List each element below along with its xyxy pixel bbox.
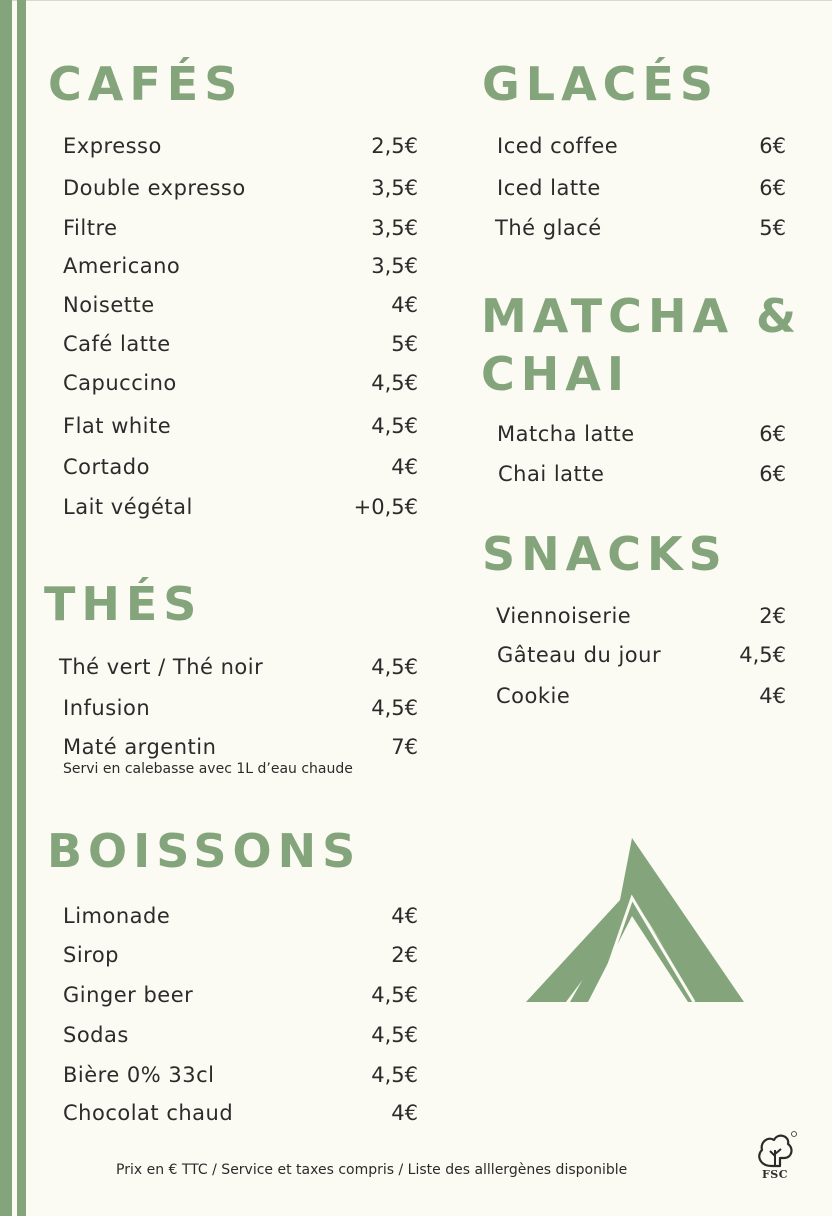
menu-item xyxy=(63,492,418,522)
menu-item-name: Thé vert / Thé noir xyxy=(59,655,264,679)
menu-item xyxy=(495,213,786,243)
menu-item-price: 4€ xyxy=(391,455,418,479)
left-stripe-outer xyxy=(0,0,12,1216)
menu-item xyxy=(63,1098,418,1128)
menu-item-name: Cortado xyxy=(63,455,150,479)
menu-item-price: 4€ xyxy=(391,1101,418,1125)
menu-item xyxy=(63,980,418,1010)
menu-item xyxy=(498,459,786,489)
menu-item-name: Maté argentin xyxy=(63,735,217,759)
menu-item xyxy=(63,693,418,723)
menu-item xyxy=(496,681,786,711)
tent-logo-icon xyxy=(526,838,744,1004)
menu-item-name: Expresso xyxy=(63,134,162,158)
menu-item xyxy=(497,173,786,203)
menu-item-price: 3,5€ xyxy=(371,254,418,278)
menu-item-price: 6€ xyxy=(759,176,786,200)
menu-item-price: 4€ xyxy=(391,904,418,928)
menu-item-price: 3,5€ xyxy=(371,216,418,240)
menu-item-price: 3,5€ xyxy=(371,176,418,200)
menu-item-price: 6€ xyxy=(759,422,786,446)
menu-item xyxy=(497,640,786,670)
menu-item-name: Infusion xyxy=(63,696,151,720)
menu-item-price: 5€ xyxy=(759,216,786,240)
menu-item xyxy=(59,652,418,682)
menu-item xyxy=(63,213,418,243)
menu-item-price: 4,5€ xyxy=(371,414,418,438)
menu-item-name: Viennoiserie xyxy=(496,604,632,628)
menu-item-name: Flat white xyxy=(63,414,172,438)
menu-item-name: Bière 0% 33cl xyxy=(63,1063,215,1087)
menu-item xyxy=(63,1060,418,1090)
section-title-boissons: BOISSONS xyxy=(47,824,362,878)
section-title-matcha xyxy=(481,288,802,403)
menu-item-price: 4,5€ xyxy=(371,655,418,679)
menu-item-name: Lait végétal xyxy=(63,495,193,519)
menu-item xyxy=(497,131,786,161)
section-title-snacks: SNACKS xyxy=(482,527,728,581)
menu-item xyxy=(63,732,418,762)
menu-item-name: Chocolat chaud xyxy=(63,1101,234,1125)
menu-item-price: 6€ xyxy=(759,462,786,486)
menu-item xyxy=(63,329,418,359)
menu-item xyxy=(63,290,418,320)
menu-item xyxy=(63,901,418,931)
menu-item-price: 4,5€ xyxy=(371,1063,418,1087)
menu-item-name: Iced coffee xyxy=(497,134,619,158)
menu-item-price: 5€ xyxy=(391,332,418,356)
menu-item-name: Sodas xyxy=(63,1023,129,1047)
menu-item xyxy=(63,173,418,203)
top-border xyxy=(0,0,832,1)
menu-item-name: Noisette xyxy=(63,293,155,317)
menu-item-name: Chai latte xyxy=(498,462,605,486)
menu-item-name: Matcha latte xyxy=(497,422,635,446)
menu-item-name: Sirop xyxy=(63,943,120,967)
section-title-cafes: CAFÉS xyxy=(48,57,244,111)
menu-item-name: Cookie xyxy=(496,684,571,708)
section-title-line: CHAI xyxy=(481,346,630,401)
menu-item-price: 2€ xyxy=(391,943,418,967)
menu-item xyxy=(496,601,786,631)
item-note: Servi en calebasse avec 1L d’eau chaude xyxy=(63,761,353,777)
menu-item-price: 2,5€ xyxy=(371,134,418,158)
menu-item-price: 4€ xyxy=(391,293,418,317)
left-stripe-inner xyxy=(17,0,26,1216)
menu-item xyxy=(63,1020,418,1050)
menu-item-name: Filtre xyxy=(63,216,118,240)
menu-item-name: Limonade xyxy=(63,904,171,928)
menu-item-name: Iced latte xyxy=(497,176,601,200)
menu-item-price: 2€ xyxy=(759,604,786,628)
menu-item xyxy=(63,940,418,970)
menu-item-name: Americano xyxy=(63,254,181,278)
section-title-glaces: GLACÉS xyxy=(482,57,719,111)
menu-item xyxy=(497,419,786,449)
menu-item xyxy=(63,368,418,398)
menu-item xyxy=(63,131,418,161)
menu-item-name: Thé glacé xyxy=(495,216,602,240)
fsc-label: FSC xyxy=(762,1168,789,1181)
menu-item-name: Ginger beer xyxy=(63,983,194,1007)
menu-item-price: 4,5€ xyxy=(371,983,418,1007)
menu-item-price: 4€ xyxy=(759,684,786,708)
menu-item xyxy=(63,411,418,441)
menu-item-name: Double expresso xyxy=(63,176,246,200)
footer-note: Prix en € TTC / Service et taxes compris / Liste des alllergènes disponible xyxy=(116,1162,628,1178)
menu-item-price: 7€ xyxy=(391,735,418,759)
menu-item xyxy=(63,251,418,281)
menu-item-name: Gâteau du jour xyxy=(497,643,662,667)
section-title-line: MATCHA & xyxy=(481,289,803,343)
menu-item xyxy=(63,452,418,482)
menu-item-name: Capuccino xyxy=(63,371,177,395)
menu-item-price: 4,5€ xyxy=(739,643,786,667)
menu-item-price: 4,5€ xyxy=(371,1023,418,1047)
menu-item-name: Café latte xyxy=(63,332,171,356)
menu-item-price: 4,5€ xyxy=(371,696,418,720)
menu-item-price: 6€ xyxy=(759,134,786,158)
menu-item-price: 4,5€ xyxy=(371,371,418,395)
section-title-thes: THÉS xyxy=(44,577,203,631)
menu-item-price: +0,5€ xyxy=(353,495,418,519)
